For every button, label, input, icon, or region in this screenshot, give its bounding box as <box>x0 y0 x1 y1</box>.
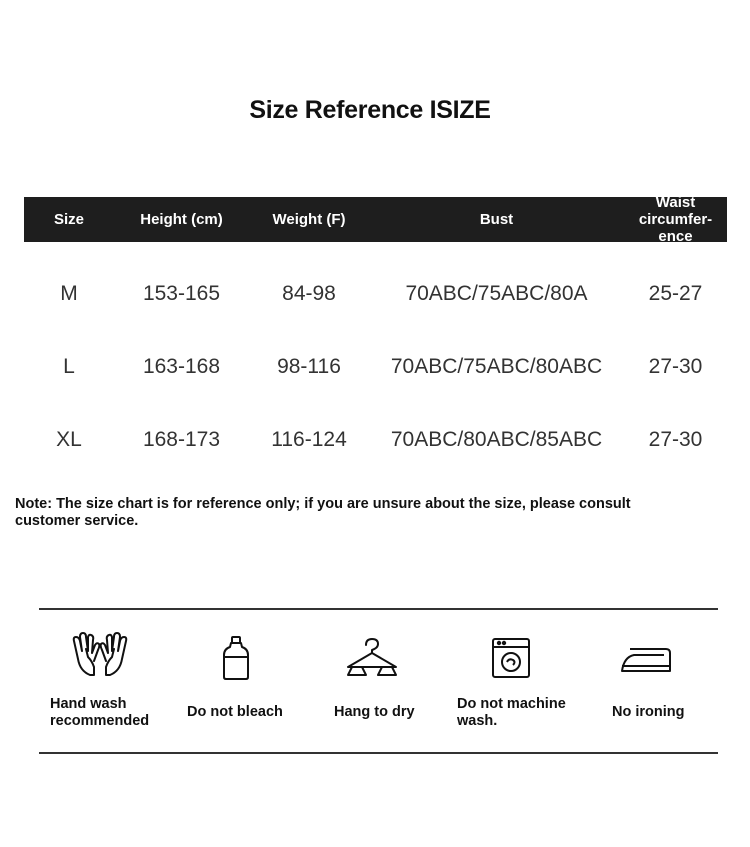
header-weight: Weight (F) <box>272 211 346 228</box>
header-bust: Bust <box>479 211 514 228</box>
cell-waist: 25-27 <box>648 281 703 305</box>
cell-weight: 116-124 <box>271 427 347 451</box>
table-body <box>24 242 727 476</box>
page-title: Size Reference ISIZE <box>249 96 491 124</box>
cell-size: XL <box>56 427 82 451</box>
hanger-icon <box>344 637 400 679</box>
care-label: Do not bleach <box>187 704 283 720</box>
care-label: Do not machine wash. <box>457 696 566 729</box>
care-divider-bottom <box>39 752 718 754</box>
cell-height: 163-168 <box>142 354 221 378</box>
header-height: Height (cm) <box>140 211 223 228</box>
care-label: Hang to dry <box>334 704 415 720</box>
bleach-bottle-icon <box>222 635 250 681</box>
cell-waist: 27-30 <box>648 354 703 378</box>
cell-size: M <box>60 281 78 305</box>
cell-bust: 70ABC/75ABC/80ABC <box>390 354 603 378</box>
header-waist: Waist circumfer- ence <box>638 194 713 245</box>
cell-height: 153-165 <box>142 281 221 305</box>
cell-size: L <box>63 354 75 378</box>
size-table <box>24 194 727 476</box>
cell-height: 168-173 <box>142 427 221 451</box>
table-header <box>24 194 727 245</box>
care-divider-top <box>39 608 718 610</box>
cell-waist: 27-30 <box>648 427 703 451</box>
care-label: No ironing <box>612 704 685 720</box>
care-instructions <box>39 625 718 743</box>
washing-machine-icon <box>491 637 531 679</box>
cell-weight: 84-98 <box>282 281 336 305</box>
iron-icon <box>620 643 676 675</box>
hand-wash-icon <box>68 631 132 679</box>
cell-bust: 70ABC/75ABC/80A <box>405 281 588 305</box>
table-row <box>24 257 727 330</box>
care-label: Hand wash recommended <box>50 696 150 729</box>
size-note: Note: The size chart is for reference only; if you are unsure about the size, please consult customer service. <box>15 496 631 529</box>
table-row <box>24 403 727 476</box>
cell-bust: 70ABC/80ABC/85ABC <box>390 427 603 451</box>
header-size: Size <box>53 211 84 228</box>
cell-weight: 98-116 <box>277 354 341 378</box>
table-row <box>24 330 727 403</box>
